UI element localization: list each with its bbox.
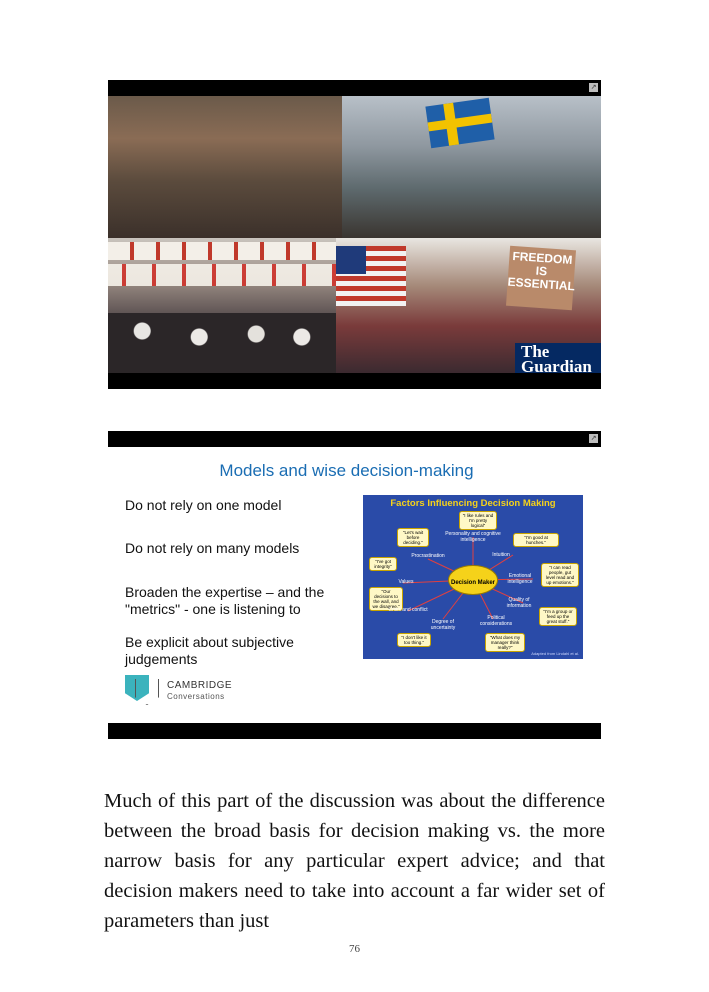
factor-label: Quality of information bbox=[506, 597, 532, 609]
factor-label: Emotional intelligence bbox=[507, 573, 533, 585]
bullet-item: Broaden the expertise – and the "metrics" - one is listening to bbox=[125, 584, 325, 617]
quote-bubble: "I'm a group or feed up the great stuff." bbox=[539, 607, 577, 626]
slide-title: Models and wise decision-making bbox=[219, 461, 474, 480]
swedish-flag-icon bbox=[425, 98, 494, 148]
quote-bubble: "I'm good at hunches." bbox=[513, 533, 559, 547]
quote-bubble: "I don't like it too thing." bbox=[397, 633, 431, 647]
quote-bubble: "I like rules and I'm pretty logical" bbox=[459, 511, 497, 530]
shield-outline-icon bbox=[135, 679, 159, 705]
slide-bottom-bar bbox=[108, 723, 601, 739]
guardian-logo: The Guardian bbox=[515, 343, 601, 373]
quote-bubble: "What does my manager think really?" bbox=[485, 633, 525, 652]
photo-soldier-spraying bbox=[108, 96, 342, 238]
quote-bubble: "Our decisions to the wall, and we disagree." bbox=[369, 587, 403, 611]
decision-maker-node: Decision Maker bbox=[448, 565, 498, 595]
factor-label: Political considerations bbox=[479, 615, 513, 627]
logo-line1: CAMBRIDGE bbox=[167, 680, 233, 691]
bullet-item: Do not rely on many models bbox=[125, 540, 300, 556]
factor-label: Intuition bbox=[492, 552, 510, 558]
factor-label: Values bbox=[398, 579, 414, 585]
logo-line2: Conversations bbox=[167, 692, 225, 701]
quote-bubble: "I can read people, gut level read and up emotions." bbox=[541, 563, 579, 587]
photo-collage-slide bbox=[108, 80, 601, 389]
factor-label: Degree of uncertainty bbox=[430, 619, 456, 631]
diagram-title: Factors Influencing Decision Making bbox=[390, 498, 556, 509]
body-paragraph: Much of this part of the discussion was about the difference between the broad basis for decision making vs. the more narrow basis for any particular expert advice; and that decision makers need to take into account a far wider set of parameters than just bbox=[104, 790, 605, 932]
crowd-decoration bbox=[108, 313, 336, 373]
cambridge-conversations-logo bbox=[125, 675, 235, 707]
factor-label: Procrastination bbox=[411, 553, 445, 559]
factor-label: Crisis and conflict bbox=[388, 607, 428, 613]
quote-bubble: "Let's wait before deciding." bbox=[397, 528, 429, 547]
diagram-footer: Adapted from Lindahl et al. bbox=[531, 651, 579, 656]
photo-swedish-crowd bbox=[342, 96, 601, 238]
expand-icon[interactable]: ↗ bbox=[590, 434, 597, 442]
photo-protest bbox=[336, 238, 601, 373]
expand-icon[interactable]: ↗ bbox=[590, 83, 597, 91]
lantern-decoration bbox=[108, 264, 336, 286]
slide-top-bar bbox=[108, 431, 601, 447]
bullet-item: Do not rely on one model bbox=[125, 497, 282, 513]
protest-sign: FREEDOM IS ESSENTIAL bbox=[506, 246, 576, 310]
page-number: 76 bbox=[349, 943, 360, 955]
factor-label: Personality and cognitive intelligence bbox=[445, 531, 501, 543]
models-slide bbox=[108, 431, 601, 739]
quote-bubble: "I've got integrity" bbox=[369, 557, 397, 571]
decision-factors-diagram bbox=[363, 495, 583, 659]
photo-masked-crowd bbox=[108, 238, 336, 373]
banner-decoration bbox=[108, 242, 336, 260]
bullet-item: Be explicit about subjective judgements bbox=[125, 634, 294, 667]
us-flag-icon bbox=[336, 246, 406, 306]
